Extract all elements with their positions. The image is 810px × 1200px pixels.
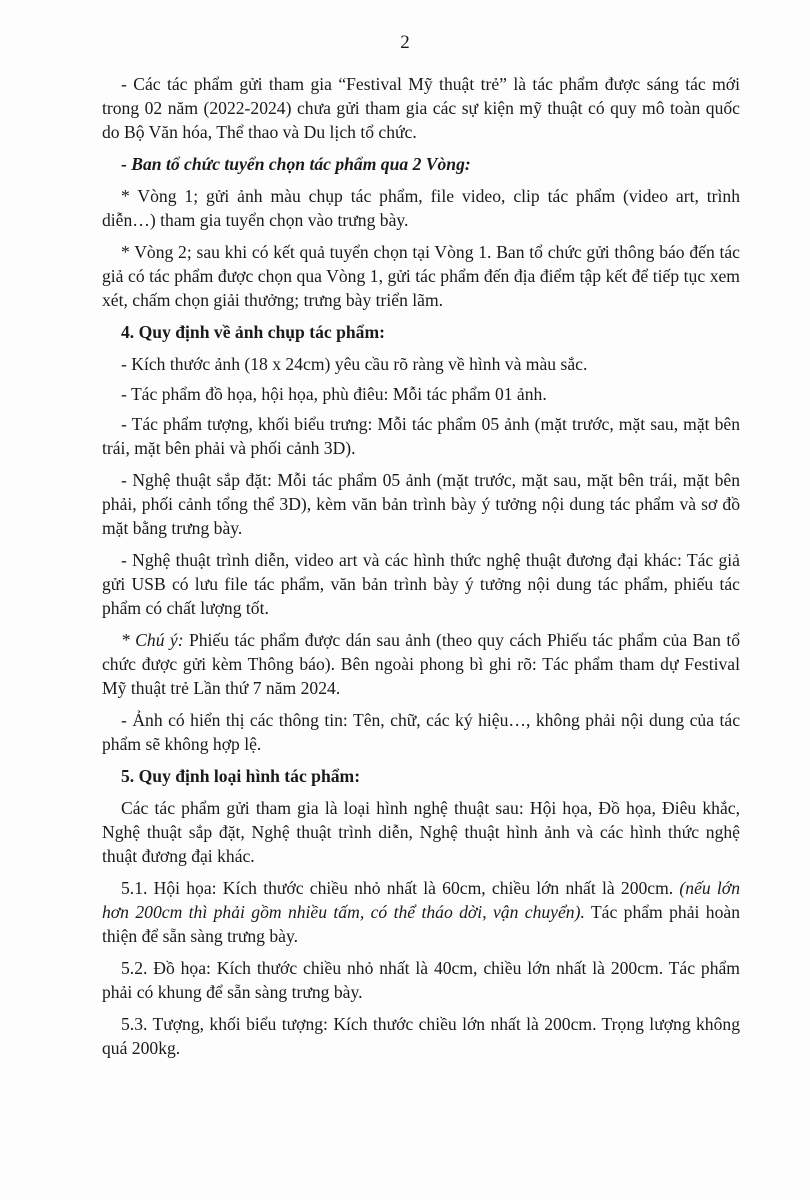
- paragraph-selection-rounds: - Ban tổ chức tuyển chọn tác phẩm qua 2 Vòng:: [121, 154, 471, 174]
- paragraph-painting-rules: [102, 876, 740, 948]
- section-heading-5: 5. Quy định loại hình tác phẩm:: [121, 766, 361, 786]
- paragraph-eligibility: - Các tác phẩm gửi tham gia “Festival Mỹ thuật trẻ” là tác phẩm được sáng tác mới trong 02 năm (2022-2024) chưa gửi tham gia các sự kiện mỹ thuật có quy mô toàn quốc do Bộ Văn hóa, Thể thao và Du lịch tổ chức.: [102, 74, 740, 142]
- note-label: * Chú ý:: [121, 630, 184, 650]
- paragraph-sculpture-rules: 5.3. Tượng, khối biểu tượng: Kích thước chiều lớn nhất là 200cm. Trọng lượng không quá 200kg.: [102, 1014, 740, 1058]
- paragraph-installation-art: - Nghệ thuật sắp đặt: Mỗi tác phẩm 05 ảnh (mặt trước, mặt sau, mặt bên trái, mặt bên phải, phối cảnh tổng thể 3D), kèm văn bản trình bày ý tưởng nội dung tác phẩm và sơ đồ mặt bằng trưng bày.: [102, 470, 740, 538]
- paragraph-performance-art: - Nghệ thuật trình diễn, video art và các hình thức nghệ thuật đương đại khác: Tác giả gửi USB có lưu file tác phẩm, văn bản trình bày ý tưởng nội dung tác phẩm, phiếu tác phẩm có chất lượng tốt.: [102, 550, 740, 618]
- section-heading-4: 4. Quy định về ảnh chụp tác phẩm:: [121, 322, 385, 342]
- paragraph-round-1: * Vòng 1; gửi ảnh màu chụp tác phẩm, file video, clip tác phẩm (video art, trình diễn…) tham gia tuyển chọn vào trưng bày.: [102, 186, 740, 230]
- paragraph-round-2: * Vòng 2; sau khi có kết quả tuyển chọn tại Vòng 1. Ban tổ chức gửi thông báo đến tác giả có tác phẩm được chọn qua Vòng 1, gửi tác phẩm đến địa điểm tập kết để tiếp tục xem xét, chấm chọn giải thưởng; trưng bày triển lãm.: [102, 242, 740, 310]
- note-text: Phiếu tác phẩm được dán sau ảnh (theo quy cách Phiếu tác phẩm của Ban tổ chức được gửi kèm Thông báo). Bên ngoài phong bì ghi rõ: Tác phẩm tham dự Festival Mỹ thuật trẻ Lần thứ 7 năm 2024.: [102, 630, 741, 698]
- paragraph-invalid-info: - Ảnh có hiển thị các thông tin: Tên, chữ, các ký hiệu…, không phải nội dung của tác phẩm sẽ không hợp lệ.: [102, 710, 740, 754]
- painting-rule-tail: Tác phẩm phải hoàn thiện để sẵn sàng trưng bày.: [102, 902, 740, 946]
- paragraph-photo-size: - Kích thước ảnh (18 x 24cm) yêu cầu rõ ràng về hình và màu sắc.: [121, 354, 588, 374]
- paragraph-graphic-rules: 5.2. Đồ họa: Kích thước chiều nhỏ nhất là 40cm, chiều lớn nhất là 200cm. Tác phẩm phải có khung để sẵn sàng trưng bày.: [102, 958, 740, 1002]
- document-body: [102, 72, 740, 1068]
- paragraph-art-forms: Các tác phẩm gửi tham gia là loại hình nghệ thuật sau: Hội họa, Đồ họa, Điêu khắc, Nghệ thuật sắp đặt, Nghệ thuật trình diễn, Nghệ thuật hình ảnh và các hình thức nghệ thuật đương đại khác.: [102, 798, 740, 866]
- page-number: 2: [400, 32, 410, 53]
- painting-rule-note: (nếu lớn hơn 200cm thì phải gồm nhiều tấm, có thể tháo dời, vận chuyển).: [102, 878, 740, 922]
- painting-rule-main: 5.1. Hội họa: Kích thước chiều nhỏ nhất là 60cm, chiều lớn nhất là 200cm.: [121, 878, 680, 898]
- paragraph-sculpture-works: - Tác phẩm tượng, khối biểu trưng: Mỗi tác phẩm 05 ảnh (mặt trước, mặt sau, mặt bên trái, mặt bên phải và phối cảnh 3D).: [102, 414, 740, 458]
- paragraph-graphic-works: - Tác phẩm đồ họa, hội họa, phù điêu: Mỗi tác phẩm 01 ảnh.: [121, 384, 547, 404]
- paragraph-note: [102, 628, 740, 700]
